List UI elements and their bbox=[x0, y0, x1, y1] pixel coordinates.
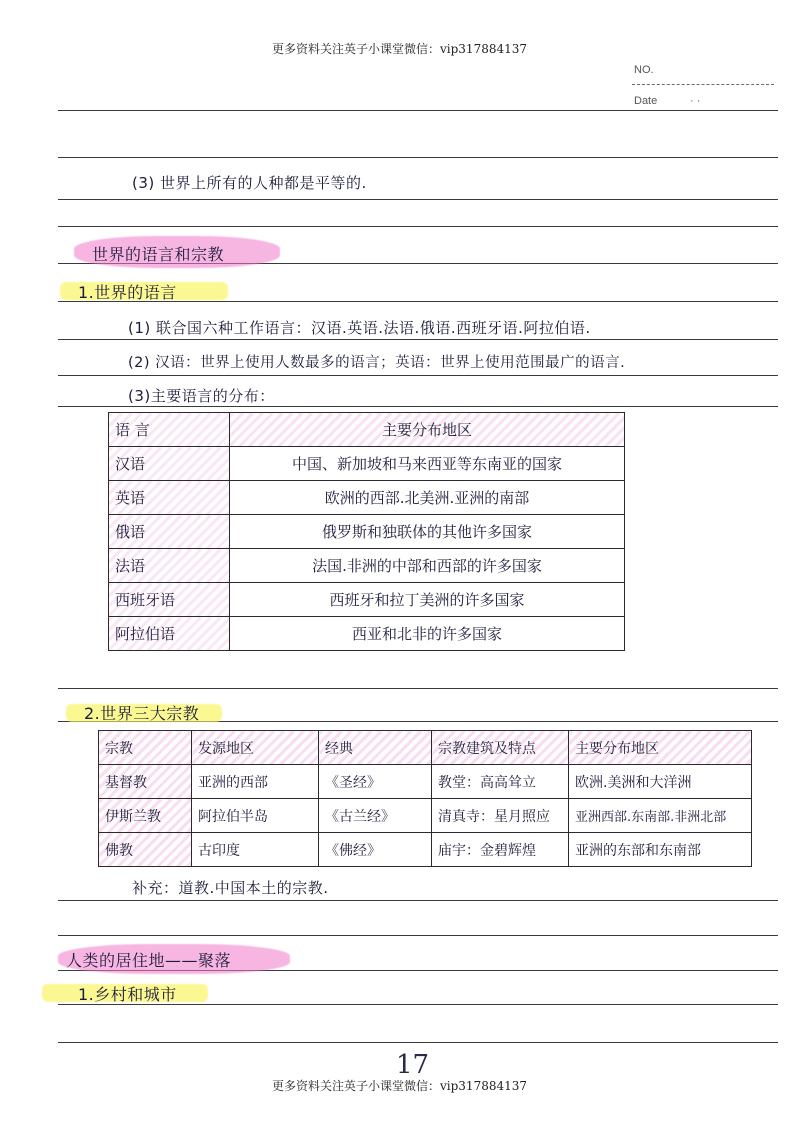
table-row bbox=[109, 447, 625, 481]
note-taoism: 补充：道教.中国本土的宗教. bbox=[132, 879, 329, 897]
table-cell-language: 英语 bbox=[109, 481, 230, 515]
heading-world-languages: 1.世界的语言 bbox=[78, 283, 177, 302]
table-cell-region: 西亚和北非的许多国家 bbox=[230, 617, 625, 651]
table-header-scripture: 经典 bbox=[319, 731, 432, 765]
watermark-top: 更多资料关注英子小课堂微信：vip317884137 bbox=[272, 42, 528, 56]
ruled-line bbox=[58, 900, 778, 901]
religions-table bbox=[98, 730, 752, 867]
table-cell-origin: 古印度 bbox=[192, 833, 319, 867]
table-header-architecture: 宗教建筑及特点 bbox=[432, 731, 569, 765]
table-row bbox=[99, 765, 752, 799]
table-cell-religion: 基督教 bbox=[99, 765, 192, 799]
table-cell-origin: 亚洲的西部 bbox=[192, 765, 319, 799]
table-header-origin: 发源地区 bbox=[192, 731, 319, 765]
section-title-languages-religions: 世界的语言和宗教 bbox=[92, 245, 225, 264]
point-un-languages: (1) 联合国六种工作语言：汉语.英语.法语.俄语.西班牙语.阿拉伯语. bbox=[128, 319, 591, 337]
ruled-line bbox=[58, 339, 778, 340]
section-title-settlement: 人类的居住地——聚落 bbox=[66, 951, 232, 970]
ruled-line bbox=[58, 935, 778, 936]
table-cell-religion: 佛教 bbox=[99, 833, 192, 867]
table-header-religion: 宗教 bbox=[99, 731, 192, 765]
table-header-region: 主要分布地区 bbox=[230, 413, 625, 447]
ruled-line bbox=[58, 110, 778, 111]
table-cell-region: 中国、新加坡和马来西亚等东南亚的国家 bbox=[230, 447, 625, 481]
point-language-distribution: (3)主要语言的分布： bbox=[128, 387, 275, 405]
ruled-line bbox=[58, 406, 778, 407]
table-cell-architecture: 教堂：高高耸立 bbox=[432, 765, 569, 799]
table-cell-region: 俄罗斯和独联体的其他许多国家 bbox=[230, 515, 625, 549]
table-row bbox=[99, 799, 752, 833]
heading-three-religions: 2.世界三大宗教 bbox=[84, 704, 200, 723]
no-field-line bbox=[632, 84, 774, 85]
table-cell-region: 西班牙和拉丁美洲的许多国家 bbox=[230, 583, 625, 617]
table-cell-language: 西班牙语 bbox=[109, 583, 230, 617]
note-all-races-equal: (3) 世界上所有的人种都是平等的. bbox=[132, 174, 367, 192]
table-row bbox=[109, 481, 625, 515]
ruled-line bbox=[58, 199, 778, 200]
table-cell-scripture: 《圣经》 bbox=[319, 765, 432, 799]
point-chinese-english: (2) 汉语：世界上使用人数最多的语言；英语：世界上使用范围最广的语言. bbox=[128, 355, 626, 371]
notebook-no-label: NO. bbox=[634, 64, 654, 76]
watermark-bottom: 更多资料关注英子小课堂微信：vip317884137 bbox=[272, 1079, 528, 1093]
table-cell-distribution: 亚洲的东部和东南部 bbox=[569, 833, 752, 867]
table-cell-scripture: 《佛经》 bbox=[319, 833, 432, 867]
table-cell-region: 欧洲的西部.北美洲.亚洲的南部 bbox=[230, 481, 625, 515]
table-header-distribution: 主要分布地区 bbox=[569, 731, 752, 765]
table-row bbox=[99, 833, 752, 867]
table-cell-language: 法语 bbox=[109, 549, 230, 583]
table-row bbox=[109, 617, 625, 651]
table-cell-region: 法国.非洲的中部和西部的许多国家 bbox=[230, 549, 625, 583]
ruled-line bbox=[58, 226, 778, 227]
language-distribution-table bbox=[108, 412, 625, 651]
table-cell-religion: 伊斯兰教 bbox=[99, 799, 192, 833]
table-cell-architecture: 清真寺：星月照应 bbox=[432, 799, 569, 833]
page-number: 17 bbox=[396, 1050, 430, 1080]
notebook-date-dots: · · bbox=[690, 95, 701, 107]
table-cell-distribution: 亚洲西部.东南部.非洲北部 bbox=[569, 799, 752, 833]
table-cell-distribution: 欧洲.美洲和大洋洲 bbox=[569, 765, 752, 799]
ruled-line bbox=[58, 157, 778, 158]
heading-villages-cities: 1.乡村和城市 bbox=[78, 985, 177, 1004]
table-row bbox=[109, 549, 625, 583]
ruled-line bbox=[58, 375, 778, 376]
ruled-line bbox=[58, 688, 778, 689]
table-cell-language: 阿拉伯语 bbox=[109, 617, 230, 651]
table-cell-language: 汉语 bbox=[109, 447, 230, 481]
table-cell-language: 俄语 bbox=[109, 515, 230, 549]
table-row bbox=[109, 515, 625, 549]
table-cell-architecture: 庙宇：金碧辉煌 bbox=[432, 833, 569, 867]
notebook-date-label: Date bbox=[634, 95, 658, 107]
table-cell-origin: 阿拉伯半岛 bbox=[192, 799, 319, 833]
table-header-language: 语 言 bbox=[109, 413, 230, 447]
table-row bbox=[109, 583, 625, 617]
ruled-line bbox=[58, 1042, 778, 1043]
table-cell-scripture: 《古兰经》 bbox=[319, 799, 432, 833]
